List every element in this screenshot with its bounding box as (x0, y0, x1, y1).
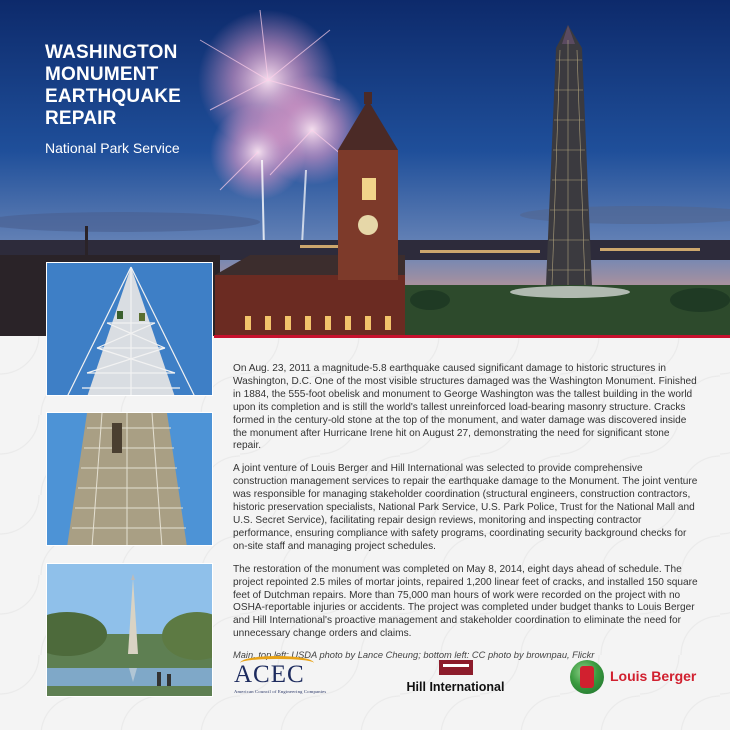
hill-mark-icon (439, 660, 473, 675)
header (45, 42, 225, 156)
louis-berger-logo: Louis Berger (570, 658, 700, 698)
acec-arc-icon (240, 656, 314, 670)
paragraph: A joint venture of Louis Berger and Hill International was selected to provide comprehensive construction management services to repair the earthquake damage to the Monument. The joint venture was responsible for managing stakeholder coordination (structural engineers, construction contractors, historic preservation specialists, National Park Service, U.S. Park Police, Trust for the National Mall and U.S. Secret Service), facilitating repair design reviews, monitoring and inspecting contractor performance, ensuring compliance with safety programs, coordinating security background checks for on-site staff and managing project schedules. (233, 463, 698, 552)
page-title: WASHINGTON MONUMENT EARTHQUAKE REPAIR (45, 42, 182, 129)
photo-monument-tip (46, 262, 213, 396)
hill-international-logo: Hill International (398, 660, 513, 694)
photo-reflecting-pool (46, 563, 213, 697)
accent-rule (214, 335, 730, 338)
globe-icon (570, 660, 604, 694)
photo-scaffolding (46, 412, 213, 546)
acec-logo: ACEC American Council of Engineering Companies (234, 662, 344, 694)
paragraph: The restoration of the monument was completed on May 8, 2014, eight days ahead of schedule. The project repointed 2.5 miles of mortar joints, repaired 1,200 linear feet of cracks, and installed 150 square feet of Dutchman repairs. More than 75,000 man hours of work were recorded on the project with no OSHA-reportable injuries or accidents. The project was completed under budget thanks to Louis Berger and Hill International's proactive management and stakeholder coordination to eliminate the need for unnecessary change orders and claims. (233, 563, 698, 640)
paragraph: On Aug. 23, 2011 a magnitude-5.8 earthquake caused significant damage to historic structures in Washington, D.C. One of the most visible structures damaged was the Washington Monument. Finished in 1884, the 555-foot obelisk and monument to George Washington was the tallest building in the world upon its completion and is still the world's tallest unreinforced load-bearing masonry structure. Cracks formed in the century-old stone at the top of the monument, and water damage was discovered inside the monument after Hurricane Irene hit on August 27, demonstrating the need for significant stone repair. (233, 363, 697, 452)
page-subtitle: National Park Service (45, 140, 180, 156)
photo-credit: Main, top left: USDA photo by Lance Cheung; bottom left: CC photo by brownpau, Flickr (233, 650, 595, 661)
article-body (233, 363, 699, 672)
